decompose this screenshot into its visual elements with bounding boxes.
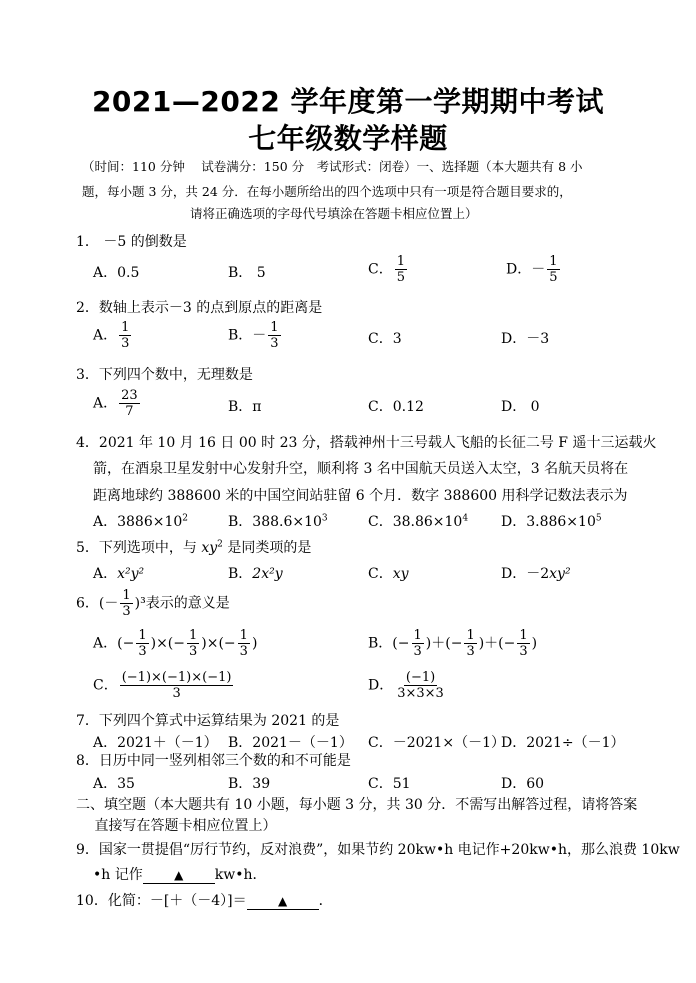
- q7-option-b: B．2021－（－1）: [228, 735, 353, 751]
- q4-line-1: 4．2021 年 10 月 16 日 00 时 23 分，搭载神州十三号载人飞船的长征二号 F 遥十三运载火: [76, 435, 657, 451]
- q8-option-c: C．51: [368, 776, 411, 792]
- q3-option-a-fraction: $\frac{23}{7}$: [121, 388, 138, 419]
- q8-option-b: B．39: [228, 776, 271, 792]
- q5-option-c-label: C．: [368, 566, 393, 582]
- q6-option-c: [93, 670, 235, 701]
- q4-option-d: [501, 511, 602, 531]
- q5-option-c-expr: xy: [392, 566, 409, 582]
- q6-b-frac-3: $\frac{1}{3}$: [519, 628, 528, 659]
- q5-option-b: [228, 563, 283, 583]
- q5-stem-exp: 2: [217, 539, 223, 550]
- q6-a-frac-3: $\frac{1}{3}$: [239, 628, 248, 659]
- q4-option-b-text: B．388.6×10: [228, 514, 322, 530]
- q5-option-a-expr: x²y²: [117, 566, 145, 582]
- q6-stem: [76, 588, 230, 619]
- q2-option-a-fraction: $\frac{1}{3}$: [121, 320, 130, 351]
- q8-option-a: A．35: [93, 776, 135, 792]
- q9-answer-blank[interactable]: [143, 867, 215, 884]
- q1-option-c-fraction: $\frac{1}{5}$: [396, 254, 405, 285]
- q6-stem-post: )³表示的意义是: [134, 595, 230, 612]
- q4-option-d-exponent: 5: [595, 513, 602, 524]
- q7-stem: 7．下列四个算式中运算结果为 2021 的是: [76, 713, 340, 729]
- q4-line-2: 箭，在酒泉卫星发射中心发射升空，顺利将 3 名中国航天员送入太空，3 名航天员将在: [93, 461, 629, 477]
- q6-stem-fraction: $\frac{1}{3}$: [122, 588, 131, 619]
- q2-option-b-fraction: $\frac{1}{3}$: [270, 320, 279, 351]
- header-line-1: （时间：110 分钟 试卷满分：150 分 考试形式：闭卷）一、选择题（本大题共有 8 小: [82, 159, 583, 174]
- q5-option-a-label: A．: [93, 566, 118, 582]
- triangle-marker-icon: ▲: [278, 894, 288, 908]
- q7-option-a: A．2021＋（－1）: [93, 735, 218, 751]
- q4-option-c-exponent: 4: [462, 513, 469, 524]
- q5-option-b-expr: 2x²y: [252, 566, 283, 582]
- section-2-line-2: 直接写在答题卡相应位置上）: [76, 818, 277, 834]
- q6-option-d: [368, 670, 448, 701]
- q5-option-c: [368, 563, 409, 583]
- q5-option-d: [501, 563, 571, 583]
- q4-option-b: [228, 511, 328, 531]
- q6-a-frac-2: $\frac{1}{3}$: [189, 628, 198, 659]
- q5-option-a: [93, 563, 144, 583]
- q1-option-c: [368, 254, 409, 285]
- q4-option-b-exponent: 3: [321, 513, 328, 524]
- q10-post: ．: [318, 893, 333, 909]
- q6-stem-pre: 6．(－: [76, 595, 119, 612]
- q2-option-d: D．－3: [501, 331, 550, 347]
- q4-option-d-text: D．3.886×10: [501, 514, 596, 530]
- q6-option-c-fraction: $\frac{(-1)\times(-1)\times(-1)}{3}$: [121, 670, 232, 701]
- q1-option-d-label: D．－: [506, 261, 546, 278]
- q5-stem-var: xy: [201, 540, 218, 556]
- exam-subtitle: 七年级数学样题: [248, 122, 448, 155]
- q2-option-b-label: B．－: [228, 327, 267, 344]
- q2-option-b: [228, 320, 283, 351]
- q6-option-c-label: C．: [93, 677, 118, 694]
- q7-option-d: D．2021÷（－1）: [501, 735, 625, 751]
- q2-option-c: C．3: [368, 331, 402, 347]
- q3-option-c: C．0.12: [368, 399, 424, 415]
- exam-title: 2021—2022 学年度第一学期期中考试: [91, 85, 605, 118]
- section-2-line-1: 二、填空题（本大题共有 10 小题，每小题 3 分，共 30 分．不需写出解答过程，请将答案: [76, 797, 638, 813]
- q1-option-b: B． 5: [228, 265, 266, 281]
- q9-line-2-pre: •h 记作: [93, 867, 143, 883]
- q6-b-frac-1: $\frac{1}{3}$: [413, 628, 422, 659]
- q4-option-c-text: C．38.86×10: [368, 514, 463, 530]
- q6-b-frac-2: $\frac{1}{3}$: [466, 628, 475, 659]
- q3-option-a-label: A．: [93, 395, 118, 412]
- q2-option-a: [93, 320, 133, 351]
- q8-option-d: D．60: [501, 776, 545, 792]
- q3-option-b: B．π: [228, 399, 262, 415]
- q1-option-d-fraction: $\frac{1}{5}$: [549, 254, 558, 285]
- q4-option-a-exponent: 2: [182, 513, 189, 524]
- q6-option-a-label: A．: [93, 635, 118, 652]
- q4-option-c: [368, 511, 468, 531]
- q6-option-d-fraction: $\frac{(-1)}{3\times 3\times 3}$: [397, 670, 444, 701]
- q9-line-2: [93, 864, 266, 884]
- q1-stem: 1． －5 的倒数是: [76, 234, 187, 250]
- q5-stem-post: 是同类项的是: [222, 540, 312, 556]
- q5-stem: [76, 537, 311, 557]
- q3-option-a: [93, 388, 142, 419]
- q2-option-a-label: A．: [93, 327, 118, 344]
- q10-stem: [76, 890, 333, 910]
- q1-option-d: [506, 254, 562, 285]
- q6-option-d-label: D．: [368, 677, 394, 694]
- header-line-2: 题，每小题 3 分，共 24 分．在每小题所给出的四个选项中只有一项是符合题目要求的，: [82, 184, 572, 199]
- q1-option-c-label: C．: [368, 261, 393, 278]
- q10-answer-blank[interactable]: [247, 893, 319, 910]
- q2-stem: 2．数轴上表示－3 的点到原点的距离是: [76, 300, 323, 316]
- triangle-marker-icon: ▲: [174, 868, 184, 882]
- q4-line-3: 距离地球约 388600 米的中国空间站驻留 6 个月．数字 388600 用科学记数法表示为: [93, 488, 628, 504]
- q4-option-a: [93, 511, 188, 531]
- q3-option-d: D． 0: [501, 399, 540, 415]
- q5-option-d-label: D．－2: [501, 566, 550, 582]
- q6-a-frac-1: $\frac{1}{3}$: [138, 628, 147, 659]
- q6-option-a: A．(− $\frac{1}{3}$ )×(− $\frac{1}{3}$ )×(− $\frac{1}{3}$ ): [93, 628, 258, 659]
- q9-line-1: 9．国家一贯提倡“厉行节约，反对浪费”，如果节约 20kw•h 电记作+20kw•h，那么浪费 10kw: [76, 842, 680, 858]
- q10-pre: 10．化简：－[＋（－4）]＝: [76, 893, 247, 909]
- q4-option-a-text: A．3886×10: [93, 514, 183, 530]
- header-line-3: 请将正确选项的字母代号填涂在答题卡相应位置上）: [190, 206, 478, 221]
- q8-stem: 8．日历中同一竖列相邻三个数的和不可能是: [76, 753, 351, 769]
- q3-stem: 3．下列四个数中，无理数是: [76, 367, 253, 383]
- q6-option-b: B．(− $\frac{1}{3}$ )＋(− $\frac{1}{3}$ )＋(− $\frac{1}{3}$ ): [368, 628, 538, 659]
- q5-option-d-expr: xy²: [549, 566, 571, 582]
- q5-option-b-label: B．: [228, 566, 253, 582]
- q9-line-2-post: kw•h．: [214, 867, 267, 883]
- q5-stem-pre: 5．下列选项中，与: [76, 540, 202, 556]
- q6-option-b-label: B．: [368, 635, 393, 652]
- q7-option-c: C．－2021×（－1）: [368, 735, 505, 751]
- q1-option-a: A．0.5: [93, 265, 140, 281]
